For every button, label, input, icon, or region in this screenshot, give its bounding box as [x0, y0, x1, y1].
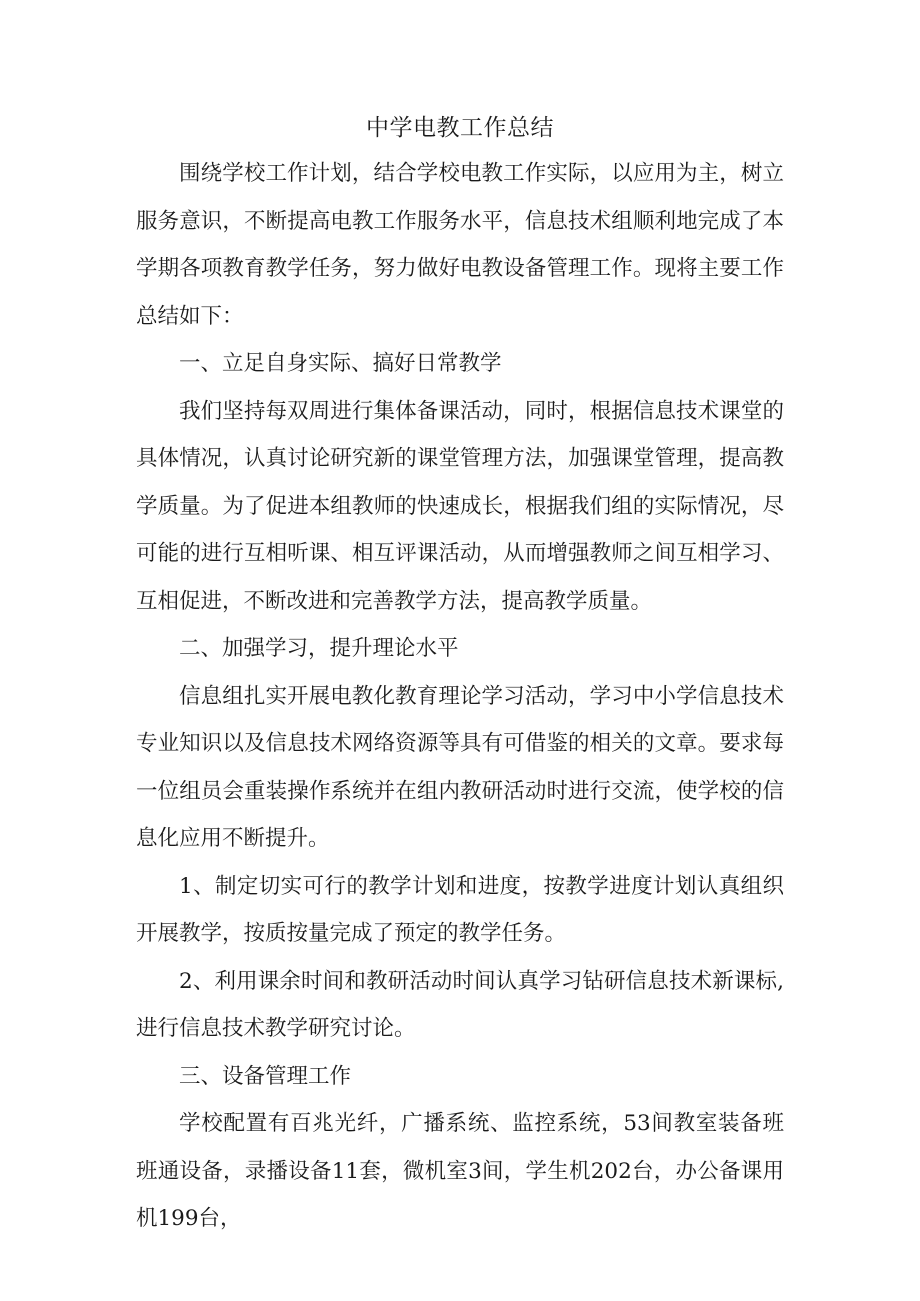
- list-item-1: 1、制定切实可行的教学计划和进度，按教学进度计划认真组织开展教学，按质按量完成了预定的教学任务。: [136, 873, 784, 946]
- page-title: 中学电教工作总结: [366, 115, 554, 141]
- body-paragraph: 学校配置有百兆光纤，广播系统、监控系统，53间教室装备班班通设备，录播设备11套，微机室3间，学生机202台，办公备课用机199台，: [136, 1111, 784, 1231]
- section-heading-2: 二、加强学习，提升理论水平: [179, 636, 459, 661]
- list-item-2: 2、利用课余时间和教研活动时间认真学习钻研信息技术新课标,进行信息技术教学研究讨论。: [136, 968, 784, 1041]
- document-body: [136, 150, 784, 1243]
- section-heading-3: 三、设备管理工作: [179, 1063, 352, 1089]
- body-paragraph: 信息组扎实开展电教化教育理论学习活动，学习中小学信息技术专业知识以及信息技术网络资源等具有可借鉴的相关的文章。要求每一位组员会重装操作系统并在组内教研活动时进行交流，使学校的信息化应用不断提升。: [136, 683, 784, 851]
- section-heading-1: 一、立足自身实际、搞好日常教学: [179, 351, 502, 376]
- intro-paragraph: 围绕学校工作计划，结合学校电教工作实际，以应用为主，树立服务意识，不断提高电教工作服务水平，信息技术组顺利地完成了本学期各项教育教学任务，努力做好电教设备管理工作。现将主要工作总结如下：: [136, 161, 784, 329]
- body-paragraph: 我们坚持每双周进行集体备课活动，同时，根据信息技术课堂的具体情况，认真讨论研究新的课堂管理方法，加强课堂管理，提高教学质量。为了促进本组教师的快速成长，根据我们组的实际情况，尽可能的进行互相听课、相互评课活动，从而增强教师之间互相学习、互相促进，不断改进和完善教学方法，提高教学质量。: [136, 398, 784, 614]
